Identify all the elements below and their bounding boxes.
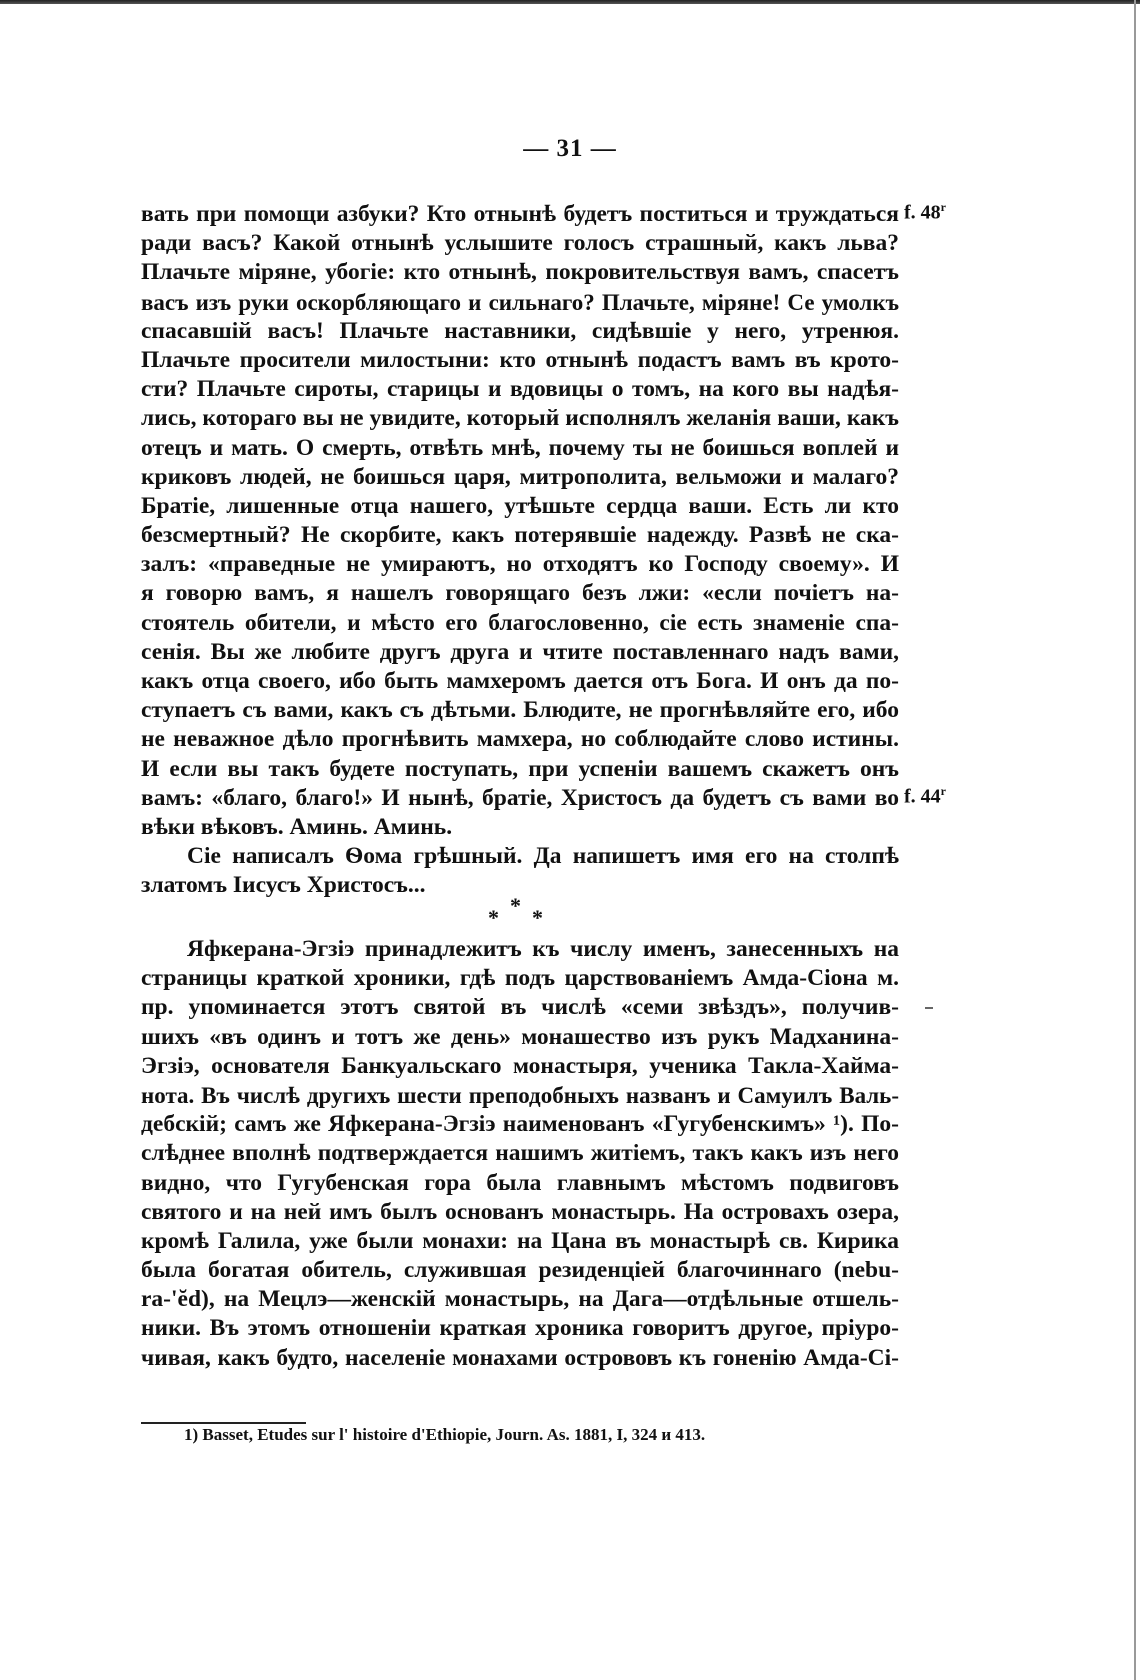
text-line: сти? Плачьте сироты, старицы и вдовицы о томъ, на кого вы надѣя-	[141, 376, 899, 403]
text-line: слѣднее вполнѣ подтверждается нашимъ житіемъ, такъ какъ изъ него	[141, 1140, 899, 1167]
text-line: златомъ Іисусъ Христосъ...	[141, 872, 426, 899]
text-line: видно, что Гугубенская гора была главнымъ мѣстомъ подвиговъ	[141, 1169, 899, 1196]
text-line: васъ изъ руки оскорбляющаго и сильнаго? Плачьте, міряне! Се умолкъ	[141, 289, 899, 315]
text-line: стоятель обители, и мѣсто его благословенно, сіе есть знаменіе спа-	[141, 609, 899, 636]
text-line: вѣки вѣковъ. Аминь. Аминь.	[141, 813, 453, 840]
text-line: пр. упоминается этотъ святой въ числѣ «семи звѣздъ», получив-	[141, 994, 899, 1021]
text-line: вамъ: «благо, благо!» И нынѣ, братіе, Христосъ да будетъ съ вами во	[141, 784, 899, 811]
text-line: вать при помощи азбуки? Кто отнынѣ будетъ поститься и труждаться	[141, 201, 899, 227]
paragraph-1	[141, 200, 899, 842]
asterisk: *	[488, 905, 499, 930]
margin-folio-note: f. 48$^r$	[904, 200, 946, 224]
text-line: страницы краткой хроники, гдѣ подъ царствованіемъ Амда-Сіона м.	[141, 965, 899, 992]
paragraph-2	[141, 842, 899, 900]
text-line: ради васъ? Какой отнынѣ услышите голосъ страшный, какъ льва?	[141, 230, 899, 257]
page-number: — 31 —	[523, 135, 617, 162]
footnote: 1) Basset, Etudes sur l' histoire d'Ethiopie, Journ. As. 1881, I, 324 и 413.	[184, 1425, 706, 1444]
text-line: шихъ «въ одинъ и тотъ же день» монашество изъ рукъ Мадханина-	[141, 1023, 899, 1050]
text-line: Плачьте міряне, убогіе: кто отнынѣ, покровительствуя вамъ, спасетъ	[141, 259, 899, 286]
asterisk: *	[510, 893, 521, 918]
text-line: святого и на ней имъ былъ основанъ монастырь. На островахъ озера,	[141, 1198, 899, 1225]
text-line: ники. Въ этомъ отношеніи краткая хроника говоритъ другое, пріуро-	[141, 1315, 899, 1342]
text-line: отецъ и мать. О смерть, отвѣть мнѣ, почему ты не боишься воплей и	[141, 434, 899, 461]
text-line: Эгзіэ, основателя Банкуальскаго монастыря, ученика Такла-Хайма-	[141, 1052, 899, 1079]
top-edge-rule	[0, 0, 1140, 4]
text-line: спасавшій васъ! Плачьте наставники, сидѣвшіе у него, утренюя.	[141, 317, 899, 344]
text-line: нота. Въ числѣ другихъ шести преподобныхъ названъ и Самуилъ Валь-	[141, 1082, 899, 1108]
text-line: безсмертный? Не скорбите, какъ потерявшіе надежду. Развѣ не ска-	[141, 522, 899, 549]
text-line: не неважное дѣло прогнѣвить мамхера, но соблюдайте слово истины.	[141, 726, 899, 753]
text-line: И если вы такъ будете поступать, при успеніи вашемъ скажетъ онъ	[141, 755, 899, 782]
asterisk: *	[532, 905, 543, 930]
text-line: лись, котораго вы не увидите, который исполнялъ желанія ваши, какъ	[141, 405, 899, 432]
text-line: Плачьте просители милостыни: кто отнынѣ подастъ вамъ въ крото-	[141, 346, 899, 373]
right-edge-rule	[1134, 0, 1136, 1680]
text-line: залъ: «праведные не умираютъ, но отходятъ ко Господу своему». И	[141, 551, 899, 578]
text-line: Сіе написалъ Ѳома грѣшный. Да напишетъ имя его на столпѣ	[187, 843, 899, 869]
text-line: я говорю вамъ, я нашелъ говорящаго безъ лжи: «если почіетъ на-	[141, 580, 899, 607]
text-line: Братіе, лишенные отца нашего, утѣшьте сердца ваши. Есть ли кто	[141, 492, 899, 519]
margin-dash-mark	[925, 1007, 933, 1009]
text-line: Яфкерана-Эгзіэ принадлежитъ къ числу именъ, занесенныхъ на	[187, 936, 899, 962]
margin-folio-note: f. 44$^r$	[904, 784, 946, 808]
text-line: какъ отца своего, ибо быть мамхеромъ дается отъ Бога. И онъ да по-	[141, 668, 899, 694]
text-line: сенія. Вы же любите другъ друга и чтите поставленнаго надъ вами,	[141, 638, 899, 665]
text-line: дебскій; самъ же Яфкерана-Эгзіэ наименованъ «Гугубенскимъ» ¹). По-	[141, 1111, 899, 1138]
footnote-rule	[141, 1422, 306, 1424]
text-line: была богатая обитель, служившая резиденціей благочиннаго (nebu-	[141, 1257, 899, 1284]
text-line: чивая, какъ будто, населеніе монахами острововъ къ гоненію Амда-Сі-	[141, 1344, 899, 1371]
paragraph-3	[141, 935, 899, 1373]
text-line: криковъ людей, не боишься царя, митрополита, вельможи и малаго?	[141, 463, 899, 490]
text-line: ступаетъ съ вами, какъ съ дѣтьми. Блюдите, не прогнѣвляйте его, ибо	[141, 697, 899, 724]
text-line: ra-'ĕd), на Мецлэ—женскій монастырь, на Дага—отдѣльные отшель-	[141, 1286, 899, 1313]
text-line: кромѣ Галила, уже были монахи: на Цана въ монастырѣ св. Кирика	[141, 1227, 899, 1254]
asterism	[480, 893, 560, 929]
